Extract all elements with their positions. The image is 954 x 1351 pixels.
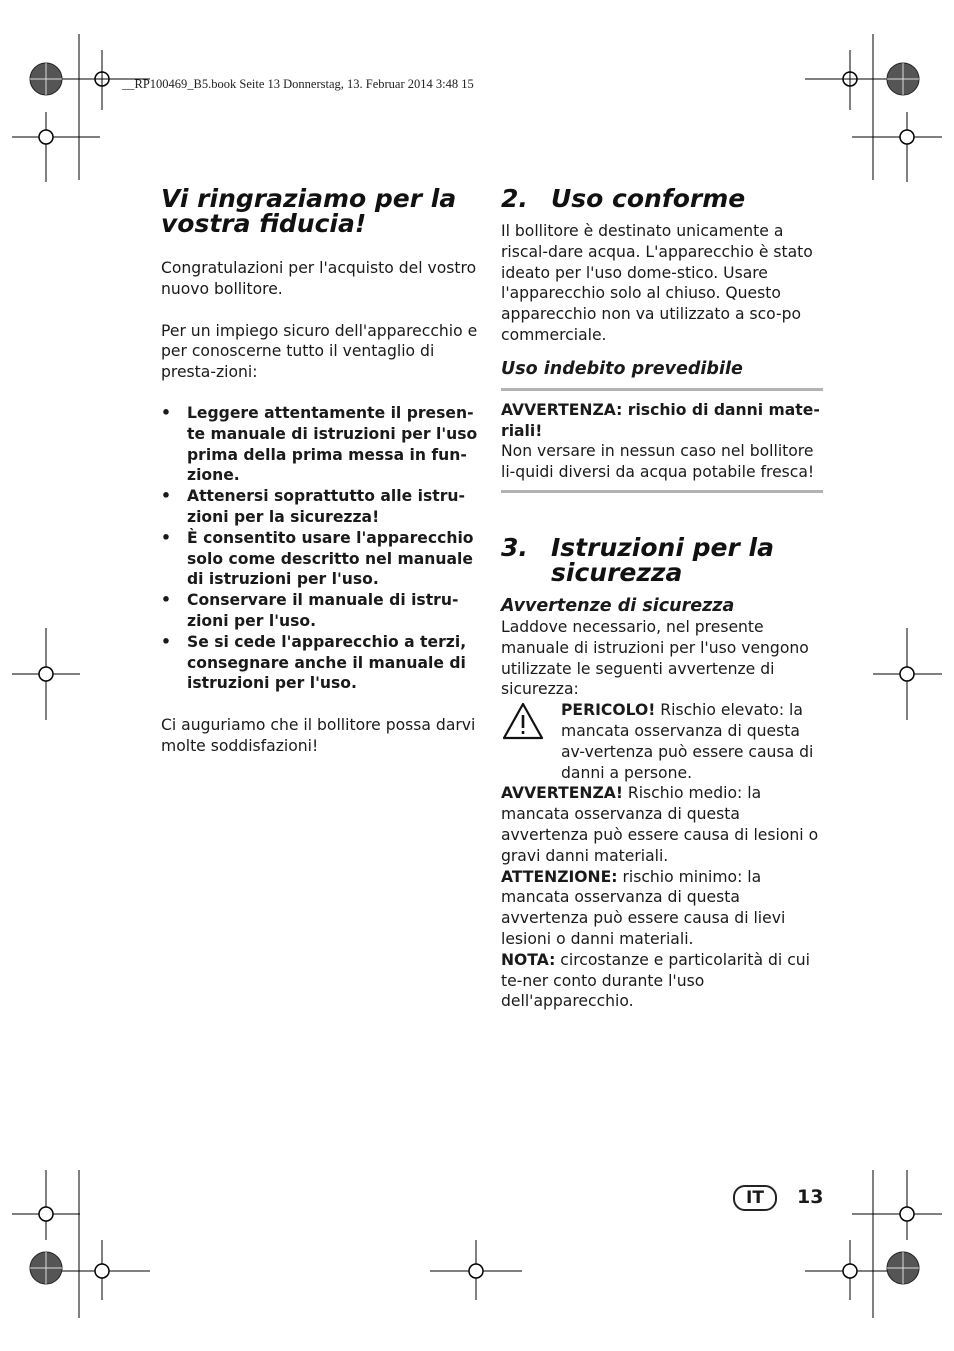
language-badge: IT (733, 1185, 777, 1211)
misuse-warning (501, 391, 823, 490)
intro-paragraph-2: Per un impiego sicuro dell'apparecchio e per conoscerne tutto il ventaglio di presta-zioni: (161, 321, 478, 382)
list-item: • È consentito usare l'apparecchio solo come descritto nel manuale di istruzioni per l'uso. (161, 528, 474, 589)
note-notice: NOTA: circostanze e particolarità di cui te-ner conto durante l'uso dell'apparecchio. (501, 950, 810, 1011)
list-item: • Attenersi soprattutto alle istru-zioni per la sicurezza! (161, 487, 465, 526)
section-2-heading: 2. Uso conforme (501, 184, 746, 213)
safety-subheading: Avvertenze di sicurezza (501, 595, 735, 616)
left-column (161, 186, 481, 757)
list-item: • Conservare il manuale di istru-zioni per l'uso. (161, 591, 459, 630)
misuse-subheading: Uso indebito prevedibile (501, 358, 743, 379)
warning-triangle-icon (503, 702, 551, 742)
warning-label: AVVERTENZA: rischio di danni mate-riali! (501, 400, 820, 440)
danger-notice (501, 700, 823, 783)
safety-bullet-list (161, 403, 481, 694)
right-column (501, 186, 823, 1012)
list-item: • Se si cede l'apparecchio a terzi, consegnare anche il manuale di istruzioni per l'uso. (161, 632, 467, 693)
danger-text: Rischio elevato: la mancata osservanza di questa av-vertenza può essere causa di danni a persone. (561, 701, 814, 782)
caution-notice: ATTENZIONE: rischio minimo: la mancata osservanza di questa avvertenza può essere causa di lievi lesioni o danni materiali. (501, 867, 786, 948)
intro-paragraph: Congratulazioni per l'acquisto del vostro nuovo bollitore. (161, 259, 477, 298)
safety-intro: Laddove necessario, nel presente manuale di istruzioni per l'uso vengono utilizzate le seguenti avvertenze di sicurezza: (501, 617, 809, 699)
warning-notice: AVVERTENZA! Rischio medio: la mancata osservanza di questa avvertenza può essere causa di lesioni o gravi danni materiali. (501, 784, 819, 865)
list-item: • Leggere attentamente il presen-te manuale di istruzioni per l'uso prima della prima messa in fun-zione. (161, 403, 478, 485)
thanks-heading: Vi ringraziamo per la vostra fiducia! (161, 184, 457, 238)
section-3-heading: 3. Istruzioni per la sicurezza (501, 532, 774, 587)
page-number: 13 (797, 1186, 824, 1208)
closing-paragraph: Ci auguriamo che il bollitore possa darvi molte soddisfazioni! (161, 716, 476, 755)
divider (501, 490, 823, 493)
warning-text: Non versare in nessun caso nel bollitore li-quidi diversi da acqua potabile fresca! (501, 442, 815, 482)
print-slug: __RP100469_B5.book Seite 13 Donnerstag, 13. Februar 2014 3:48 15 (122, 77, 474, 91)
section-2-body: Il bollitore è destinato unicamente a riscal-dare acqua. L'apparecchio è stato ideato per l'uso dome-stico. Usare l'apparecchio solo al chiuso. Questo apparecchio non va utilizzato a sco-po commerciale. (501, 222, 813, 344)
danger-label: PERICOLO! (561, 701, 656, 720)
